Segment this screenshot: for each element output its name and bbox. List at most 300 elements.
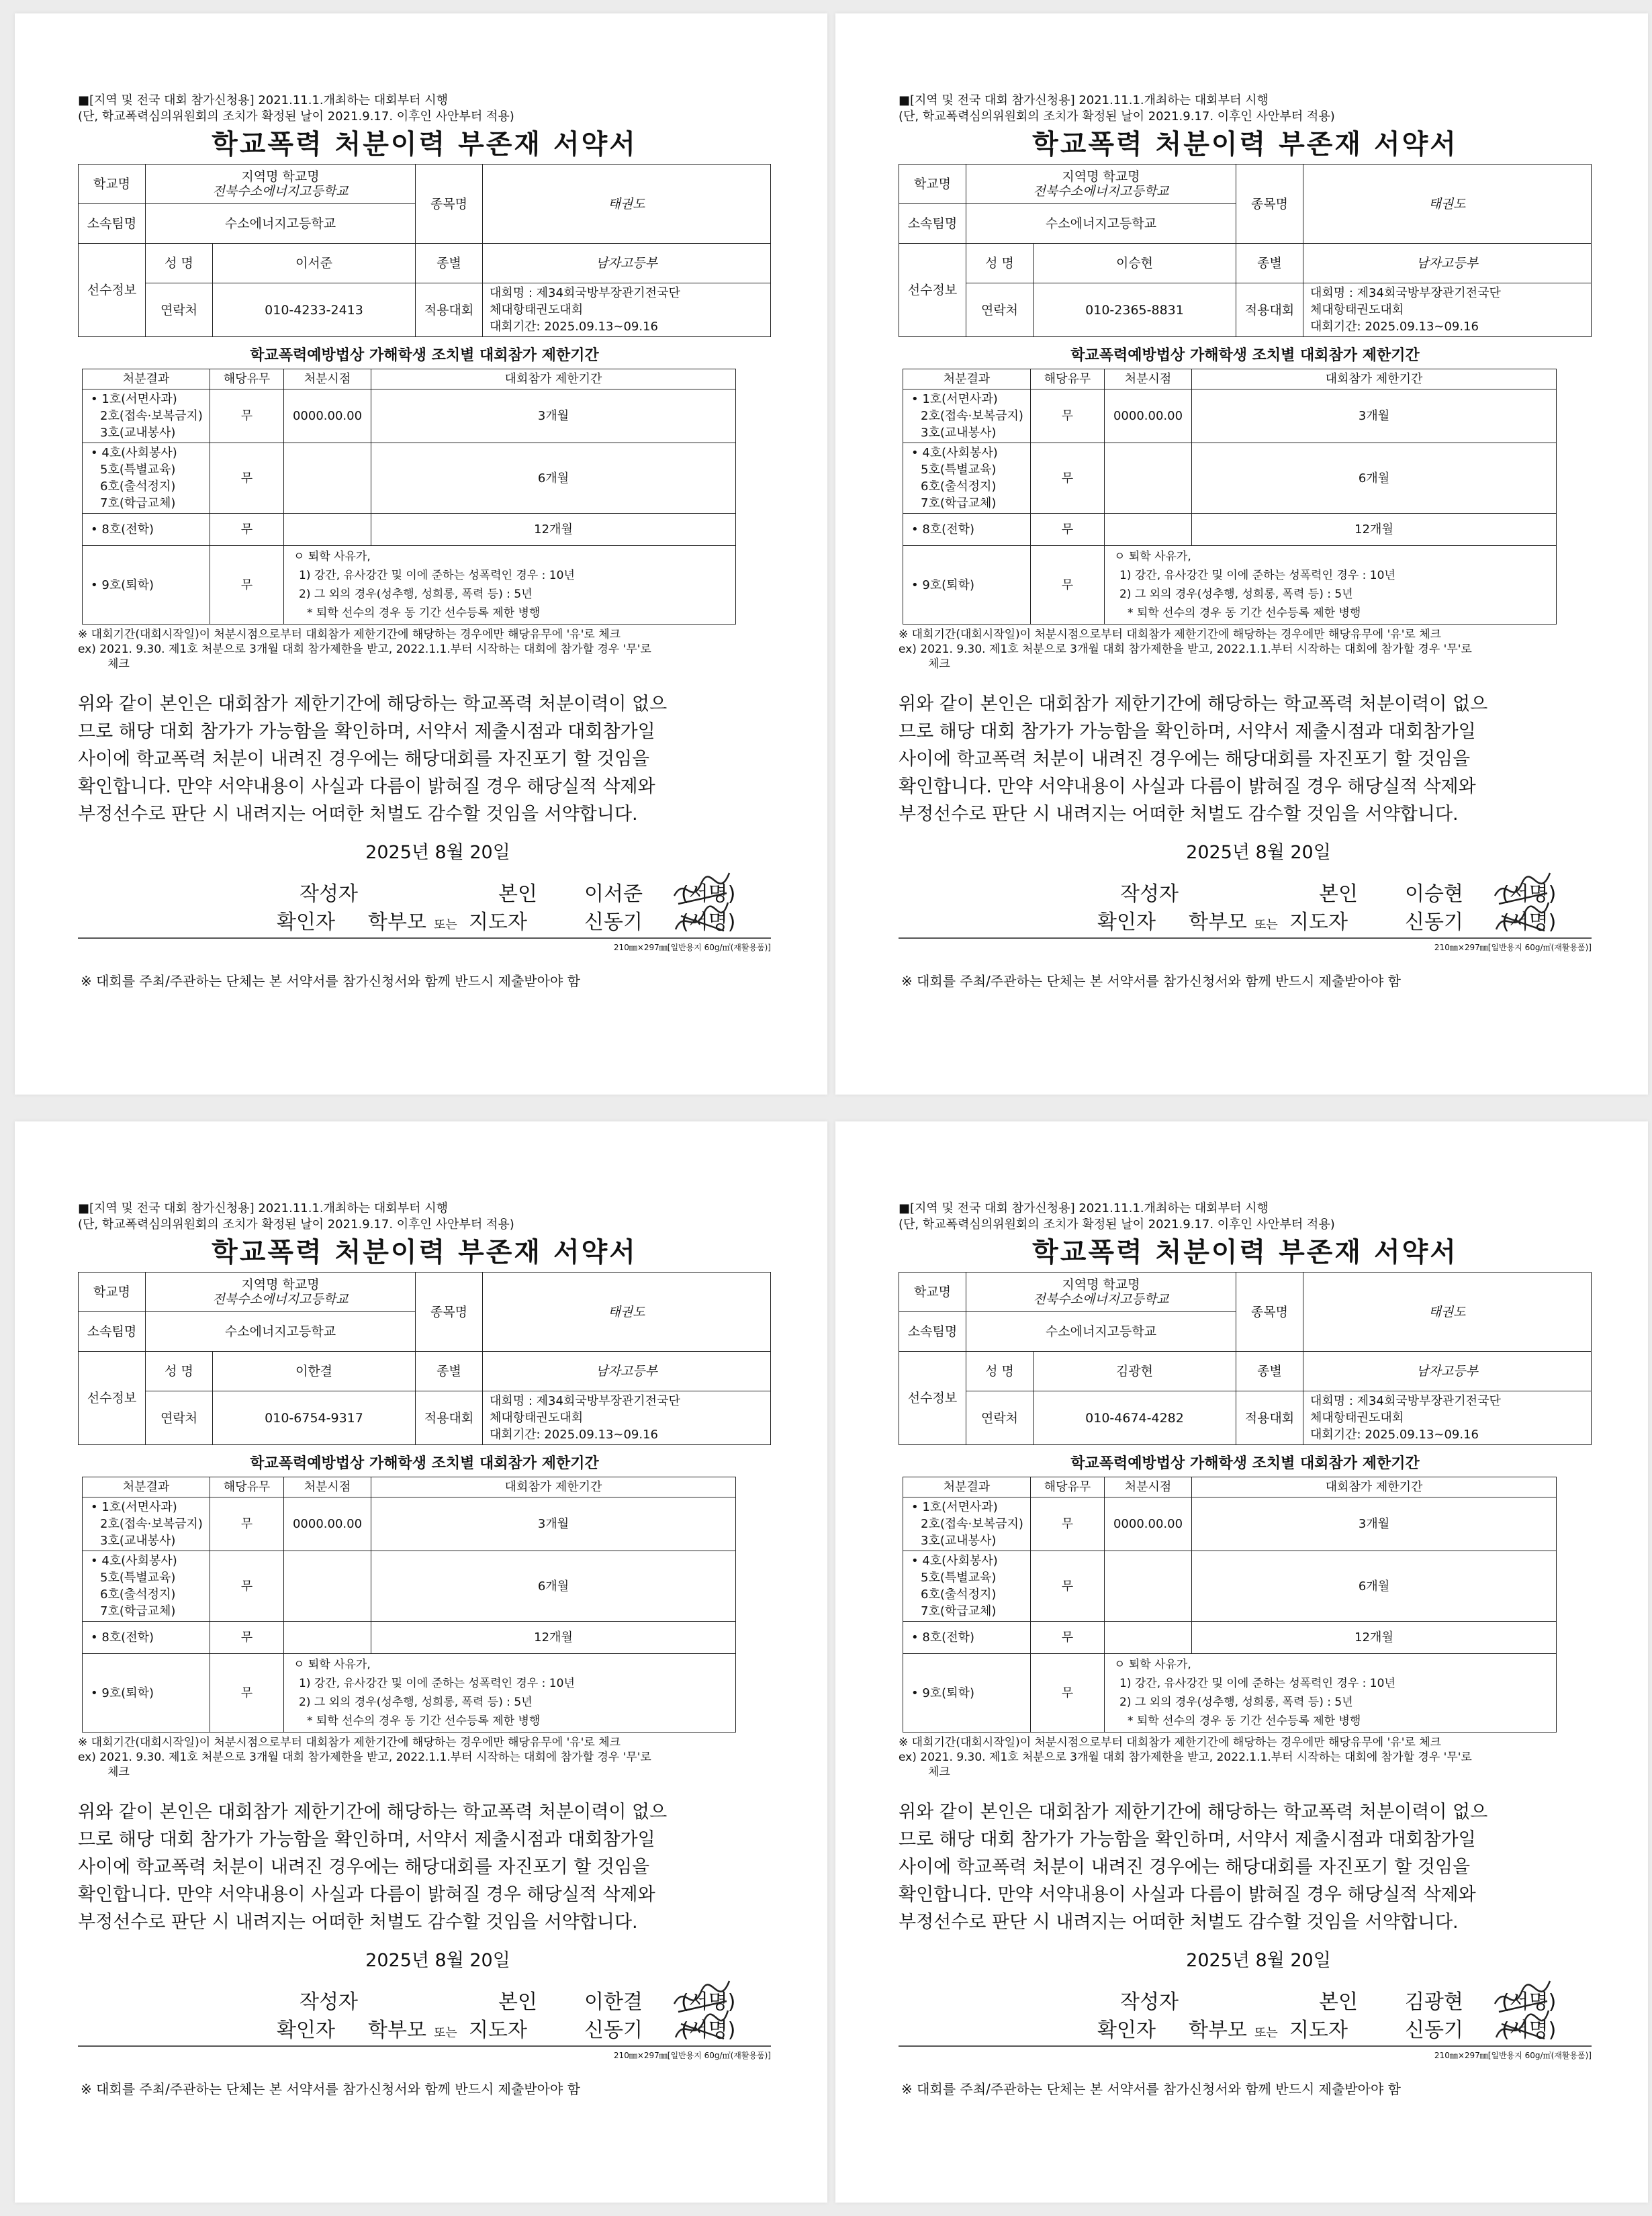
note-1: ※ 대회기간(대회시작일)이 처분시점으로부터 대회참가 제한기간에 해당하는 경우에만 해당유무에 '유'로 체크 xyxy=(78,628,621,641)
pledge-page-2 xyxy=(835,13,1648,1095)
division-value: 남자고등부 xyxy=(483,244,771,283)
contact-label: 연락처 xyxy=(146,283,213,337)
restriction-title: 학교폭력예방법상 가해학생 조치별 대회참가 제한기간 xyxy=(250,347,599,364)
pledge-line: 므로 해당 대회 참가가 가능함을 확인하며, 서약서 제출시점과 대회참가일 xyxy=(899,721,1476,742)
measure-8: • 8호(전학) xyxy=(903,1622,1031,1654)
division-label: 종별 xyxy=(1236,1352,1303,1391)
col-time: 처분시점 xyxy=(284,369,371,389)
restriction-title: 학교폭력예방법상 가해학생 조치별 대회참가 제한기간 xyxy=(1070,347,1420,364)
expulsion-line-3: 2) 그 외의 경우(성추행, 성희롱, 폭력 등) : 5년 xyxy=(299,1696,533,1709)
measure-9: • 9호(퇴학) xyxy=(83,1654,210,1733)
r2-applicable: 무 xyxy=(210,443,284,514)
expulsion-line-3: 2) 그 외의 경우(성추행, 성희롱, 폭력 등) : 5년 xyxy=(1119,1696,1353,1709)
sport-value: 태권도 xyxy=(1303,165,1592,244)
header-line-1: ■[지역 및 전국 대회 참가신청용] 2021.11.1.개최하는 대회부터 시행 xyxy=(78,93,448,107)
pledge-line: 부정선수로 판단 시 내려지는 어떠한 처벌도 감수할 것임을 서약합니다. xyxy=(78,804,638,825)
r3-period: 12개월 xyxy=(371,514,736,546)
player-phone: 010-6754-9317 xyxy=(213,1391,416,1445)
parent-label: 학부모 xyxy=(368,2019,426,2042)
team-name: 수소에너지고등학교 xyxy=(966,1312,1236,1352)
sport-value: 태권도 xyxy=(483,165,771,244)
divider xyxy=(899,937,1592,939)
player-name: 김광현 xyxy=(1034,1352,1236,1391)
pledge-line: 므로 해당 대회 참가가 가능함을 확인하며, 서약서 제출시점과 대회참가일 xyxy=(899,1829,1476,1850)
header-line-1: ■[지역 및 전국 대회 참가신청용] 2021.11.1.개최하는 대회부터 시행 xyxy=(899,93,1269,107)
name-label: 성 명 xyxy=(146,1352,213,1391)
competition-line-2: 체대항태권도대회 xyxy=(490,303,584,317)
r3-applicable: 무 xyxy=(210,514,284,546)
region-school-label: 지역명 학교명 xyxy=(241,1277,320,1292)
expulsion-line-1: ㅇ 퇴학 사유가, xyxy=(293,1658,371,1671)
measure-5: 5호(특별교육) xyxy=(100,463,176,477)
competition-line-2: 체대항태권도대회 xyxy=(490,1411,584,1425)
measure-7: 7호(학급교체) xyxy=(921,1604,997,1618)
pledge-date: 2025년 8월 20일 xyxy=(1186,1950,1331,1971)
measure-4: • 4호(사회봉사) xyxy=(911,446,998,460)
r2-applicable: 무 xyxy=(1031,1551,1105,1622)
info-table xyxy=(899,164,1592,337)
pledge-line: 위와 같이 본인은 대회참가 제한기간에 해당하는 학교폭력 처분이력이 없으 xyxy=(78,1802,668,1822)
r2-period: 6개월 xyxy=(1192,443,1557,514)
region-school-label: 지역명 학교명 xyxy=(1062,169,1140,184)
pledge-line: 확인합니다. 만약 서약내용이 사실과 다름이 밝혀질 경우 해당실적 삭제와 xyxy=(78,1884,655,1905)
pledge-line: 확인합니다. 만약 서약내용이 사실과 다름이 밝혀질 경우 해당실적 삭제와 xyxy=(899,776,1476,797)
coach-name: 신동기 xyxy=(1405,911,1463,934)
r3-applicable: 무 xyxy=(210,1622,284,1654)
measure-2: 2호(접속·보복금지) xyxy=(921,1517,1023,1531)
notes xyxy=(78,627,771,672)
divider xyxy=(78,937,771,939)
r1-time: 0000.00.00 xyxy=(284,389,371,443)
pledge-line: 확인합니다. 만약 서약내용이 사실과 다름이 밝혀질 경우 해당실적 삭제와 xyxy=(78,776,655,797)
r1-period: 3개월 xyxy=(371,389,736,443)
col-time: 처분시점 xyxy=(1105,369,1192,389)
event-label: 종목명 xyxy=(1236,1273,1303,1352)
expulsion-line-1: ㅇ 퇴학 사유가, xyxy=(1114,1658,1191,1671)
school-name: 전북수소에너지고등학교 xyxy=(212,184,349,199)
player-name: 이서준 xyxy=(213,244,416,283)
player-phone: 010-2365-8831 xyxy=(1034,283,1236,337)
coach-name: 신동기 xyxy=(584,911,643,934)
coach-label: 지도자 xyxy=(1289,911,1348,934)
r1-period: 3개월 xyxy=(1192,389,1557,443)
player-phone: 010-4674-4282 xyxy=(1034,1391,1236,1445)
measure-1: • 1호(서면사과) xyxy=(91,1500,177,1514)
document-title: 학교폭력 처분이력 부존재 서약서 xyxy=(1032,1237,1458,1268)
note-2: ex) 2021. 9.30. 제1호 처분으로 3개월 대회 참가제한을 받고, 2022.1.1.부터 시작하는 대회에 참가할 경우 '무'로 xyxy=(899,1751,1472,1764)
pledge-text xyxy=(78,1798,771,1936)
writer-name: 김광현 xyxy=(1405,1990,1463,2014)
pledge-page-1 xyxy=(15,13,827,1095)
measure-6: 6호(출석정지) xyxy=(921,479,997,494)
col-applicable: 해당유무 xyxy=(1031,369,1105,389)
note-1: ※ 대회기간(대회시작일)이 처분시점으로부터 대회참가 제한기간에 해당하는 경우에만 해당유무에 '유'로 체크 xyxy=(899,628,1442,641)
coach-label: 지도자 xyxy=(469,911,527,934)
player-info-label: 선수정보 xyxy=(899,1352,966,1445)
competition-period: 대회기간: 2025.09.13~09.16 xyxy=(1310,1428,1479,1442)
measure-4: • 4호(사회봉사) xyxy=(911,1554,998,1568)
division-label: 종별 xyxy=(416,244,483,283)
sign-mark-2: (서명) xyxy=(1502,911,1557,934)
document-title: 학교폭력 처분이력 부존재 서약서 xyxy=(1032,129,1458,160)
coach-label: 지도자 xyxy=(469,2019,527,2042)
measure-3: 3호(교내봉사) xyxy=(921,1534,997,1548)
team-label: 소속팀명 xyxy=(79,1312,146,1352)
col-result: 처분결과 xyxy=(903,1477,1031,1497)
restriction-title: 학교폭력예방법상 가해학생 조치별 대회참가 제한기간 xyxy=(250,1455,599,1472)
restriction-table xyxy=(903,1477,1557,1733)
competition-line-1: 대회명 : 제34회국방부장관기전국단 xyxy=(1310,286,1501,300)
note-3: 체크 xyxy=(107,1765,130,1779)
team-label: 소속팀명 xyxy=(79,204,146,244)
region-school-label: 지역명 학교명 xyxy=(1062,1277,1140,1292)
pledge-line: 부정선수로 판단 시 내려지는 어떠한 처벌도 감수할 것임을 서약합니다. xyxy=(899,1912,1459,1933)
division-label: 종별 xyxy=(1236,244,1303,283)
division-value: 남자고등부 xyxy=(1303,1352,1592,1391)
pledge-text xyxy=(899,690,1592,828)
paper-spec: 210㎜×297㎜[일반용지 60g/㎡(재활용품)] xyxy=(613,943,771,952)
footer-note: ※ 대회를 주최/주관하는 단체는 본 서약서를 참가신청서와 함께 반드시 제출받아야 함 xyxy=(901,973,1401,989)
divider xyxy=(899,2045,1592,2047)
measure-1: • 1호(서면사과) xyxy=(911,392,998,406)
pledge-date: 2025년 8월 20일 xyxy=(365,842,510,863)
sport-value: 태권도 xyxy=(1303,1273,1592,1352)
competition-period: 대회기간: 2025.09.13~09.16 xyxy=(490,320,659,334)
writer-label: 작성자 xyxy=(300,882,358,906)
player-info-label: 선수정보 xyxy=(79,244,146,337)
expulsion-line-1: ㅇ 퇴학 사유가, xyxy=(293,550,371,563)
note-3: 체크 xyxy=(107,657,130,671)
confirmer-label: 확인자 xyxy=(277,2019,335,2042)
header-line-1: ■[지역 및 전국 대회 참가신청용] 2021.11.1.개최하는 대회부터 시행 xyxy=(78,1201,448,1215)
school-label: 학교명 xyxy=(79,165,146,204)
measure-8: • 8호(전학) xyxy=(903,514,1031,546)
expulsion-line-3: 2) 그 외의 경우(성추행, 성희롱, 폭력 등) : 5년 xyxy=(299,588,533,601)
measure-7: 7호(학급교체) xyxy=(921,496,997,510)
name-label: 성 명 xyxy=(146,244,213,283)
r4-applicable: 무 xyxy=(210,546,284,625)
pledge-page-4 xyxy=(835,1121,1648,2203)
expulsion-line-3: 2) 그 외의 경우(성추행, 성희롱, 폭력 등) : 5년 xyxy=(1119,588,1353,601)
col-applicable: 해당유무 xyxy=(210,1477,284,1497)
note-2: ex) 2021. 9.30. 제1호 처분으로 3개월 대회 참가제한을 받고, 2022.1.1.부터 시작하는 대회에 참가할 경우 '무'로 xyxy=(78,643,651,656)
footer-note: ※ 대회를 주최/주관하는 단체는 본 서약서를 참가신청서와 함께 반드시 제출받아야 함 xyxy=(901,2081,1401,2097)
applied-label: 적용대회 xyxy=(416,1391,483,1445)
r1-period: 3개월 xyxy=(1192,1497,1557,1551)
restriction-title: 학교폭력예방법상 가해학생 조치별 대회참가 제한기간 xyxy=(1070,1455,1420,1472)
measure-1: • 1호(서면사과) xyxy=(911,1500,998,1514)
r3-applicable: 무 xyxy=(1031,1622,1105,1654)
header-line-2: (단, 학교폭력심의위원회의 조치가 확정된 날이 2021.9.17. 이후인 사안부터 적용) xyxy=(78,1217,514,1232)
measure-5: 5호(특별교육) xyxy=(921,463,997,477)
header-line-2: (단, 학교폭력심의위원회의 조치가 확정된 날이 2021.9.17. 이후인 사안부터 적용) xyxy=(899,1217,1335,1232)
applied-label: 적용대회 xyxy=(416,283,483,337)
divider xyxy=(78,2045,771,2047)
note-3: 체크 xyxy=(928,657,950,671)
r2-applicable: 무 xyxy=(1031,443,1105,514)
measure-4: • 4호(사회봉사) xyxy=(91,1554,177,1568)
pledge-line: 확인합니다. 만약 서약내용이 사실과 다름이 밝혀질 경우 해당실적 삭제와 xyxy=(899,1884,1476,1905)
signature-scribble-icon xyxy=(1492,2004,1553,2044)
pledge-line: 사이에 학교폭력 처분이 내려진 경우에는 해당대회를 자진포기 할 것임을 xyxy=(899,1857,1471,1878)
col-result: 처분결과 xyxy=(903,369,1031,389)
writer-name: 이승현 xyxy=(1405,882,1463,906)
expulsion-line-2: 1) 강간, 유사강간 및 이에 준하는 성폭력인 경우 : 10년 xyxy=(299,1677,575,1690)
event-label: 종목명 xyxy=(416,165,483,244)
r1-applicable: 무 xyxy=(1031,389,1105,443)
self-label: 본인 xyxy=(498,882,537,906)
applied-label: 적용대회 xyxy=(1236,1391,1303,1445)
confirmer-label: 확인자 xyxy=(1097,911,1156,934)
col-applicable: 해당유무 xyxy=(210,369,284,389)
measure-2: 2호(접속·보복금지) xyxy=(100,409,203,423)
col-period: 대회참가 제한기간 xyxy=(1192,1477,1557,1497)
sign-mark-2: (서명) xyxy=(1502,2019,1557,2042)
competition-period: 대회기간: 2025.09.13~09.16 xyxy=(1310,320,1479,334)
document-title: 학교폭력 처분이력 부존재 서약서 xyxy=(212,129,637,160)
measure-6: 6호(출석정지) xyxy=(100,1587,176,1602)
pledge-line: 므로 해당 대회 참가가 가능함을 확인하며, 서약서 제출시점과 대회참가일 xyxy=(78,1829,655,1850)
note-1: ※ 대회기간(대회시작일)이 처분시점으로부터 대회참가 제한기간에 해당하는 경우에만 해당유무에 '유'로 체크 xyxy=(78,1736,621,1749)
measure-9: • 9호(퇴학) xyxy=(83,546,210,625)
sign-mark-2: (서명) xyxy=(681,2019,736,2042)
r1-applicable: 무 xyxy=(210,389,284,443)
writer-label: 작성자 xyxy=(300,1990,358,2014)
col-period: 대회참가 제한기간 xyxy=(1192,369,1557,389)
applied-label: 적용대회 xyxy=(1236,283,1303,337)
team-name: 수소에너지고등학교 xyxy=(146,204,416,244)
footer-note: ※ 대회를 주최/주관하는 단체는 본 서약서를 참가신청서와 함께 반드시 제출받아야 함 xyxy=(81,973,580,989)
expulsion-line-4: * 퇴학 선수의 경우 동 기간 선수등록 제한 병행 xyxy=(1128,606,1361,620)
expulsion-line-4: * 퇴학 선수의 경우 동 기간 선수등록 제한 병행 xyxy=(307,1714,541,1728)
player-phone: 010-4233-2413 xyxy=(213,283,416,337)
r4-applicable: 무 xyxy=(1031,1654,1105,1733)
school-label: 학교명 xyxy=(899,1273,966,1312)
player-info-label: 선수정보 xyxy=(899,244,966,337)
expulsion-line-2: 1) 강간, 유사강간 및 이에 준하는 성폭력인 경우 : 10년 xyxy=(299,569,575,582)
restriction-table xyxy=(82,1477,736,1733)
measure-5: 5호(특별교육) xyxy=(921,1571,997,1585)
pledge-date: 2025년 8월 20일 xyxy=(1186,842,1331,863)
measure-5: 5호(특별교육) xyxy=(100,1571,176,1585)
note-3: 체크 xyxy=(928,1765,950,1779)
pledge-line: 사이에 학교폭력 처분이 내려진 경우에는 해당대회를 자진포기 할 것임을 xyxy=(899,749,1471,770)
or-label: 또는 xyxy=(1254,918,1278,932)
col-time: 처분시점 xyxy=(1105,1477,1192,1497)
sport-value: 태권도 xyxy=(483,1273,771,1352)
expulsion-line-2: 1) 강간, 유사강간 및 이에 준하는 성폭력인 경우 : 10년 xyxy=(1119,569,1395,582)
notes xyxy=(899,627,1592,672)
signature-scribble-icon xyxy=(672,896,732,936)
expulsion-line-1: ㅇ 퇴학 사유가, xyxy=(1114,550,1191,563)
event-label: 종목명 xyxy=(1236,165,1303,244)
name-label: 성 명 xyxy=(966,1352,1034,1391)
self-label: 본인 xyxy=(498,1990,537,2014)
measure-6: 6호(출석정지) xyxy=(921,1587,997,1602)
paper-spec: 210㎜×297㎜[일반용지 60g/㎡(재활용품)] xyxy=(1434,943,1592,952)
signature-scribble-icon xyxy=(672,2004,732,2044)
notes xyxy=(78,1735,771,1780)
col-applicable: 해당유무 xyxy=(1031,1477,1105,1497)
measure-7: 7호(학급교체) xyxy=(100,496,176,510)
region-school-label: 지역명 학교명 xyxy=(241,169,320,184)
writer-name: 이서준 xyxy=(584,882,643,906)
contact-label: 연락처 xyxy=(966,1391,1034,1445)
r2-period: 6개월 xyxy=(371,443,736,514)
pledge-text xyxy=(899,1798,1592,1936)
measure-9: • 9호(퇴학) xyxy=(903,546,1031,625)
division-value: 남자고등부 xyxy=(1303,244,1592,283)
r1-time: 0000.00.00 xyxy=(1105,389,1192,443)
name-label: 성 명 xyxy=(966,244,1034,283)
signature-block xyxy=(78,1972,771,2045)
pledge-line: 위와 같이 본인은 대회참가 제한기간에 해당하는 학교폭력 처분이력이 없으 xyxy=(78,694,668,714)
sign-mark-1: (서명) xyxy=(1502,882,1557,906)
expulsion-line-4: * 퇴학 선수의 경우 동 기간 선수등록 제한 병행 xyxy=(307,606,541,620)
expulsion-line-4: * 퇴학 선수의 경우 동 기간 선수등록 제한 병행 xyxy=(1128,1714,1361,1728)
r1-time: 0000.00.00 xyxy=(1105,1497,1192,1551)
team-name: 수소에너지고등학교 xyxy=(966,204,1236,244)
coach-name: 신동기 xyxy=(1405,2019,1463,2042)
or-label: 또는 xyxy=(434,2026,457,2040)
r1-time: 0000.00.00 xyxy=(284,1497,371,1551)
measure-3: 3호(교내봉사) xyxy=(100,426,176,440)
r2-applicable: 무 xyxy=(210,1551,284,1622)
r3-period: 12개월 xyxy=(371,1622,736,1654)
notes xyxy=(899,1735,1592,1780)
pledge-line: 므로 해당 대회 참가가 가능함을 확인하며, 서약서 제출시점과 대회참가일 xyxy=(78,721,655,742)
header-line-2: (단, 학교폭력심의위원회의 조치가 확정된 날이 2021.9.17. 이후인 사안부터 적용) xyxy=(78,109,514,124)
signature-block xyxy=(899,1972,1592,2045)
team-name: 수소에너지고등학교 xyxy=(146,1312,416,1352)
competition-line-2: 체대항태권도대회 xyxy=(1310,303,1404,317)
pledge-line: 부정선수로 판단 시 내려지는 어떠한 처벌도 감수할 것임을 서약합니다. xyxy=(78,1912,638,1933)
pledge-line: 사이에 학교폭력 처분이 내려진 경우에는 해당대회를 자진포기 할 것임을 xyxy=(78,1857,650,1878)
r2-period: 6개월 xyxy=(371,1551,736,1622)
coach-label: 지도자 xyxy=(1289,2019,1348,2042)
r4-applicable: 무 xyxy=(1031,546,1105,625)
measure-3: 3호(교내봉사) xyxy=(921,426,997,440)
pledge-line: 사이에 학교폭력 처분이 내려진 경우에는 해당대회를 자진포기 할 것임을 xyxy=(78,749,650,770)
competition-line-2: 체대항태권도대회 xyxy=(1310,1411,1404,1425)
measure-8: • 8호(전학) xyxy=(83,1622,210,1654)
sign-mark-1: (서명) xyxy=(1502,1990,1557,2014)
competition-line-1: 대회명 : 제34회국방부장관기전국단 xyxy=(490,1394,680,1408)
info-table xyxy=(899,1272,1592,1445)
r2-period: 6개월 xyxy=(1192,1551,1557,1622)
event-label: 종목명 xyxy=(416,1273,483,1352)
self-label: 본인 xyxy=(1319,882,1358,906)
paper-spec: 210㎜×297㎜[일반용지 60g/㎡(재활용품)] xyxy=(1434,2051,1592,2060)
pledge-line: 위와 같이 본인은 대회참가 제한기간에 해당하는 학교폭력 처분이력이 없으 xyxy=(899,694,1488,714)
division-label: 종별 xyxy=(416,1352,483,1391)
r3-period: 12개월 xyxy=(1192,514,1557,546)
sign-mark-2: (서명) xyxy=(681,911,736,934)
pledge-line: 부정선수로 판단 시 내려지는 어떠한 처벌도 감수할 것임을 서약합니다. xyxy=(899,804,1459,825)
r3-applicable: 무 xyxy=(1031,514,1105,546)
pledge-line: 위와 같이 본인은 대회참가 제한기간에 해당하는 학교폭력 처분이력이 없으 xyxy=(899,1802,1488,1822)
note-2: ex) 2021. 9.30. 제1호 처분으로 3개월 대회 참가제한을 받고, 2022.1.1.부터 시작하는 대회에 참가할 경우 '무'로 xyxy=(899,643,1472,656)
paper-spec: 210㎜×297㎜[일반용지 60g/㎡(재활용품)] xyxy=(613,2051,771,2060)
team-label: 소속팀명 xyxy=(899,1312,966,1352)
col-period: 대회참가 제한기간 xyxy=(371,369,736,389)
col-period: 대회참가 제한기간 xyxy=(371,1477,736,1497)
r1-applicable: 무 xyxy=(1031,1497,1105,1551)
school-name: 전북수소에너지고등학교 xyxy=(1033,1292,1169,1307)
measure-9: • 9호(퇴학) xyxy=(903,1654,1031,1733)
sign-mark-1: (서명) xyxy=(681,882,736,906)
parent-label: 학부모 xyxy=(1189,911,1247,934)
parent-label: 학부모 xyxy=(368,911,426,934)
pledge-text xyxy=(78,690,771,828)
restriction-table xyxy=(82,369,736,625)
signature-scribble-icon xyxy=(1492,896,1553,936)
competition-line-1: 대회명 : 제34회국방부장관기전국단 xyxy=(1310,1394,1501,1408)
contact-label: 연락처 xyxy=(146,1391,213,1445)
expulsion-line-2: 1) 강간, 유사강간 및 이에 준하는 성폭력인 경우 : 10년 xyxy=(1119,1677,1395,1690)
competition-period: 대회기간: 2025.09.13~09.16 xyxy=(490,1428,659,1442)
confirmer-label: 확인자 xyxy=(277,911,335,934)
measure-1: • 1호(서면사과) xyxy=(91,392,177,406)
info-table xyxy=(78,164,771,337)
header-line-2: (단, 학교폭력심의위원회의 조치가 확정된 날이 2021.9.17. 이후인 사안부터 적용) xyxy=(899,109,1335,124)
competition-line-1: 대회명 : 제34회국방부장관기전국단 xyxy=(490,286,680,300)
note-2: ex) 2021. 9.30. 제1호 처분으로 3개월 대회 참가제한을 받고, 2022.1.1.부터 시작하는 대회에 참가할 경우 '무'로 xyxy=(78,1751,651,1764)
r3-period: 12개월 xyxy=(1192,1622,1557,1654)
pledge-date: 2025년 8월 20일 xyxy=(365,1950,510,1971)
division-value: 남자고등부 xyxy=(483,1352,771,1391)
document-title: 학교폭력 처분이력 부존재 서약서 xyxy=(212,1237,637,1268)
player-info-label: 선수정보 xyxy=(79,1352,146,1445)
measure-7: 7호(학급교체) xyxy=(100,1604,176,1618)
sign-mark-1: (서명) xyxy=(681,1990,736,2014)
self-label: 본인 xyxy=(1319,1990,1358,2014)
measure-6: 6호(출석정지) xyxy=(100,479,176,494)
col-time: 처분시점 xyxy=(284,1477,371,1497)
pledge-page-3 xyxy=(15,1121,827,2203)
school-name: 전북수소에너지고등학교 xyxy=(212,1292,349,1307)
writer-name: 이한결 xyxy=(584,1990,643,2014)
info-table xyxy=(78,1272,771,1445)
team-label: 소속팀명 xyxy=(899,204,966,244)
header-line-1: ■[지역 및 전국 대회 참가신청용] 2021.11.1.개최하는 대회부터 시행 xyxy=(899,1201,1269,1215)
school-label: 학교명 xyxy=(79,1273,146,1312)
or-label: 또는 xyxy=(434,918,457,932)
r4-applicable: 무 xyxy=(210,1654,284,1733)
measure-3: 3호(교내봉사) xyxy=(100,1534,176,1548)
writer-label: 작성자 xyxy=(1120,1990,1179,2014)
school-label: 학교명 xyxy=(899,165,966,204)
signature-block xyxy=(78,864,771,937)
coach-name: 신동기 xyxy=(584,2019,643,2042)
note-1: ※ 대회기간(대회시작일)이 처분시점으로부터 대회참가 제한기간에 해당하는 경우에만 해당유무에 '유'로 체크 xyxy=(899,1736,1442,1749)
col-result: 처분결과 xyxy=(83,369,210,389)
measure-8: • 8호(전학) xyxy=(83,514,210,546)
contact-label: 연락처 xyxy=(966,283,1034,337)
measure-2: 2호(접속·보복금지) xyxy=(100,1517,203,1531)
parent-label: 학부모 xyxy=(1189,2019,1247,2042)
confirmer-label: 확인자 xyxy=(1097,2019,1156,2042)
signature-block xyxy=(899,864,1592,937)
footer-note: ※ 대회를 주최/주관하는 단체는 본 서약서를 참가신청서와 함께 반드시 제출받아야 함 xyxy=(81,2081,580,2097)
r1-applicable: 무 xyxy=(210,1497,284,1551)
restriction-table xyxy=(903,369,1557,625)
player-name: 이승현 xyxy=(1034,244,1236,283)
measure-4: • 4호(사회봉사) xyxy=(91,446,177,460)
player-name: 이한결 xyxy=(213,1352,416,1391)
or-label: 또는 xyxy=(1254,2026,1278,2040)
writer-label: 작성자 xyxy=(1120,882,1179,906)
